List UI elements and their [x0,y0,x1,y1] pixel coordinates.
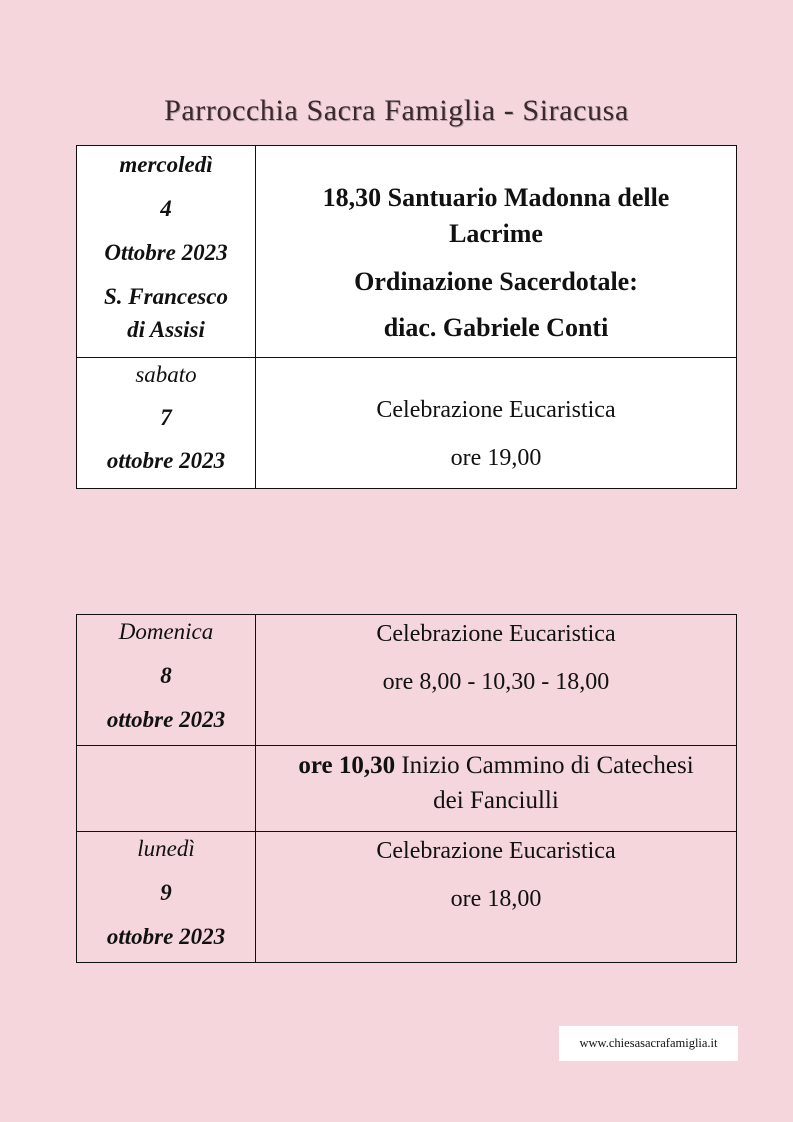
weekday: lunedì [137,836,195,861]
event-title: Inizio Cammino di Catechesi [395,752,694,779]
date-cell [77,358,256,489]
table-row [77,146,737,358]
date-cell [77,615,256,746]
schedule-table-1 [76,145,737,489]
event-location-2: Lacrime [449,219,543,248]
weekday: Domenica [118,619,214,644]
date-cell [77,832,256,963]
day-number: 4 [160,196,172,221]
event-title-2: dei Fanciulli [433,787,559,814]
event-time: ore 10,30 [298,752,396,779]
date-cell [77,746,256,832]
event-title: Celebrazione Eucaristica [376,621,616,647]
table-row [77,746,737,832]
table-row [77,832,737,963]
event-cell [256,615,737,746]
schedule-table-2 [76,614,737,963]
event-cell [256,358,737,489]
feast-name-2: di Assisi [127,317,205,342]
month-year: ottobre 2023 [106,924,226,949]
event-title: Celebrazione Eucaristica [376,397,616,423]
weekday: mercoledì [119,152,213,177]
event-title: Celebrazione Eucaristica [376,838,616,864]
event-person: diac. Gabriele Conti [383,313,609,342]
event-location: 18,30 Santuario Madonna delle [322,183,670,212]
website-footer: www.chiesasacrafamiglia.it [559,1026,738,1061]
event-line [256,748,736,783]
page-title: Parrocchia Sacra Famiglia - Siracusa [164,94,629,127]
event-time: ore 19,00 [450,445,542,471]
weekday: sabato [135,362,197,387]
event-time: ore 18,00 [450,886,542,912]
event-cell [256,746,737,832]
event-cell [256,146,737,358]
table-row [77,615,737,746]
event-time: ore 8,00 - 10,30 - 18,00 [382,669,610,695]
feast-name: S. Francesco [104,284,228,309]
event-title: Ordinazione Sacerdotale: [354,267,638,296]
day-number: 8 [160,663,172,688]
event-cell [256,832,737,963]
day-number: 9 [160,880,172,905]
day-number: 7 [160,405,172,430]
month-year: Ottobre 2023 [104,240,228,265]
month-year: ottobre 2023 [106,448,226,473]
table-row [77,358,737,489]
month-year: ottobre 2023 [106,707,226,732]
date-cell [77,146,256,358]
